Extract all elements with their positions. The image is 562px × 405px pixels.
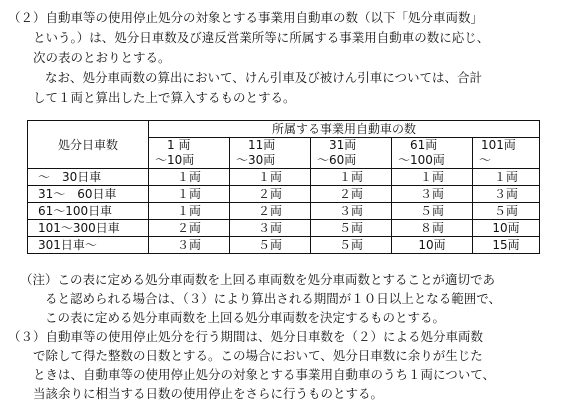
table-row xyxy=(28,220,540,237)
table-cell: ３両 xyxy=(149,237,230,254)
col-header-4 xyxy=(392,138,473,169)
table-cell: １両 xyxy=(230,169,311,186)
table-cell: １両 xyxy=(392,169,473,186)
col-header-5-top: 101両 xyxy=(481,138,516,152)
table-cell: ５両 xyxy=(311,237,392,254)
table-row xyxy=(28,169,540,186)
table-cell: １両 xyxy=(149,186,230,203)
note-line1: （注）この表に定める処分車両数を上回る車両数を処分車両数とすることが適切であ xyxy=(20,272,496,287)
para3-line1: （３）自動車等の使用停止処分を行う期間は、処分日車数を（２）による処分車両数 xyxy=(8,329,484,344)
col-header-5-bottom: ～ xyxy=(479,153,492,167)
table-cell: ５両 xyxy=(473,203,540,220)
table-cell: ３両 xyxy=(473,186,540,203)
row-label: ～ 30日車 xyxy=(28,169,149,186)
para3-line3: ときは、自動車等の使用停止処分の対象とする事業用自動車のうち１両について、 xyxy=(33,367,496,382)
col-header-2-top: 11両 xyxy=(248,138,276,152)
row-label: 31～ 60日車 xyxy=(28,186,149,203)
para2-line3: 次の表のとおりとする。 xyxy=(33,50,171,65)
table-cell: 15両 xyxy=(473,237,540,254)
table-cell: １両 xyxy=(473,169,540,186)
col-header-1-top: 1 両 xyxy=(167,138,191,152)
col-header-4-top: 61両 xyxy=(410,138,438,152)
table-row xyxy=(28,237,540,254)
note-line3: この表に定める処分車両数を上回る処分車両数を決定するものとする。 xyxy=(45,310,446,325)
table-cell: ５両 xyxy=(311,220,392,237)
row-label: 101～300日車 xyxy=(28,220,149,237)
col-header-3-top: 31両 xyxy=(329,138,357,152)
table-cell: 10両 xyxy=(392,237,473,254)
col-header-1-bottom: ～10両 xyxy=(155,153,195,167)
row-label: 301日車～ xyxy=(28,237,149,254)
table-row xyxy=(28,186,540,203)
table-cell: ３両 xyxy=(311,203,392,220)
para2-line5: して１両と算出した上で算入するものとする。 xyxy=(33,90,296,105)
col-header-1 xyxy=(149,138,230,169)
table-cell: ３両 xyxy=(230,220,311,237)
table-cell: ５両 xyxy=(230,237,311,254)
col-header-2 xyxy=(230,138,311,169)
table-cell: ２両 xyxy=(230,203,311,220)
row-header-cell: 処分日車数 xyxy=(28,121,149,169)
table-cell: ３両 xyxy=(392,186,473,203)
col-header-2-bottom: ～30両 xyxy=(236,153,276,167)
para3-line2: で除して得た整数の日数とする。この場合において、処分日車数に余りが生じた xyxy=(33,348,483,363)
col-header-3 xyxy=(311,138,392,169)
col-header-3-bottom: ～60両 xyxy=(317,153,357,167)
note-line2: ると認められる場合は、（３）により算出される期間が１０日以上となる範囲で、 xyxy=(45,291,502,306)
table-cell: １両 xyxy=(149,203,230,220)
para2-line2: という。）は、処分日車数及び違反営業所等に所属する事業用自動車の数に応じ、 xyxy=(33,30,490,45)
table-cell: １両 xyxy=(149,169,230,186)
group-header-cell: 所属する事業用自動車の数 xyxy=(149,121,540,138)
col-header-5 xyxy=(473,138,540,169)
table-row xyxy=(28,203,540,220)
para3-line4: 当該余りに相当する日数の使用停止をさらに行うものとする。 xyxy=(33,386,384,401)
table-cell: ８両 xyxy=(392,220,473,237)
table-cell: ２両 xyxy=(311,186,392,203)
row-label: 61～100日車 xyxy=(28,203,149,220)
table-cell: 10両 xyxy=(473,220,540,237)
table-cell: ５両 xyxy=(392,203,473,220)
table-cell: ２両 xyxy=(230,186,311,203)
table-cell: １両 xyxy=(311,169,392,186)
table-cell: ２両 xyxy=(149,220,230,237)
para2-line4: なお、処分車両数の算出において、けん引車及び被けん引車については、合計 xyxy=(45,70,483,85)
para2-line1: （２）自動車等の使用停止処分の対象とする事業用自動車の数（以下「処分車両数」 xyxy=(8,10,484,25)
vehicle-count-table xyxy=(27,120,540,254)
col-header-4-bottom: ～100両 xyxy=(398,153,445,167)
